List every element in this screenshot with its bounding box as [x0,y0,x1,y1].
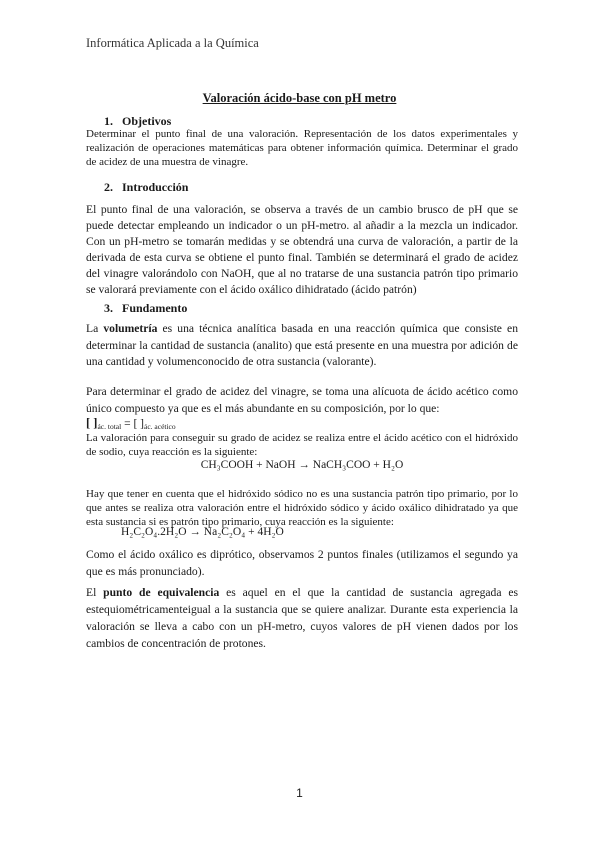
volumetria-lead: La [86,322,104,335]
introduccion-paragraph: El punto final de una valoración, se observa a través de un cambio brusco de pH que se puede detectar empleando un indicador o un pH-metro. al añadir a la mezcla un indicador. Con un pH-metro se tomarán medidas y se obtendrá una curva de valoración, a partir de la derivada de esta curva se obtiene el punto final. También se determinará el grado de acidez del vinagre valorándolo con NaOH, que al no tratarse de una sustancia patrón tipo primario se valorará previamente con el ácido oxálico dihidratado (ácido patrón) [86,203,518,296]
equivalencia-lead: El [86,586,104,599]
reaction-oxalic: H₂C₂O₄.2H₂O → Na₂C₂O₄ + 4H₂O [121,526,284,538]
section-number: 3. [104,301,113,315]
acidez-paragraph: Para determinar el grado de acidez del vinagre, se toma una alícuota de ácido acético como único compuesto ya que es el más abundante en su composición, por lo que: [86,385,518,415]
section-heading-introduccion [104,180,188,195]
volumetria-rest: es una técnica analítica basada en una reacción química que consiste en determinar la cantidad de sustancia (analito) que está presente en una muestra por adición de una cantidad y volumenconocido de otra sustancia (valorante). [86,322,518,368]
oxalico-paragraph: Como el ácido oxálico es diprótico, observamos 2 puntos finales (utilizamos el segundo ya que es más pronunciado). [86,548,518,578]
bracket-acetico: [ ] [133,418,144,430]
section-title: Objetivos [122,114,172,128]
hidroxido-paragraph: Hay que tener en cuenta que el hidróxido sódico no es una sustancia patrón tipo primario, por lo que antes se realiza otra valoración entre el hidróxido sódico y ácido oxálico dihidratado ya que esta sustancia si es patrón tipo primario, cuya reacción es la siguiente: [86,488,518,528]
section-number: 2. [104,180,113,194]
equals-sign: = [121,418,134,430]
volumetria-term: volumetría [103,322,158,335]
equivalencia-rest: es aquel en el que la cantidad de sustancia agregada es estequiométricamenteigual a la sustancia que se quiere analizar. Durante esta experiencia la valoración se lleva a cabo con un pH-metro, cuyos valores de pH vienen dados por los cambios de concentración de protones. [86,586,518,650]
section-title: Introducción [122,180,189,194]
reaction-acetic-naoh: CH₃COOH + NaOH → NaCH₃COO + H₂O [200,459,404,471]
page-number: 1 [296,786,303,800]
objetivos-paragraph: Determinar el punto final de una valoración. Representación de los datos experimentales y realización de operaciones matemáticas para obtener información química. Determinar el grado de acidez de una muestra de vinagre. [86,128,518,168]
sub-acido-total: ác. total [97,422,122,431]
equivalencia-term: punto de equivalencia [103,586,220,599]
document-title: Valoración ácido-base con pH metro [202,91,397,105]
bracket-total: [ ] [86,416,98,430]
sub-acido-acetico: ác. acético [144,422,176,431]
section-heading-fundamento [104,301,187,316]
valoracion-paragraph: La valoración para conseguir su grado de acidez se realiza entre el ácido acético con el hidróxido de sodio, cuya reacción es la siguiente: [86,432,518,458]
section-title: Fundamento [122,301,188,315]
volumetria-paragraph [86,321,518,371]
equivalencia-paragraph [86,584,518,652]
concentration-equation [86,416,176,431]
section-number: 1. [104,114,113,128]
running-header: Informática Aplicada a la Química [86,36,259,50]
